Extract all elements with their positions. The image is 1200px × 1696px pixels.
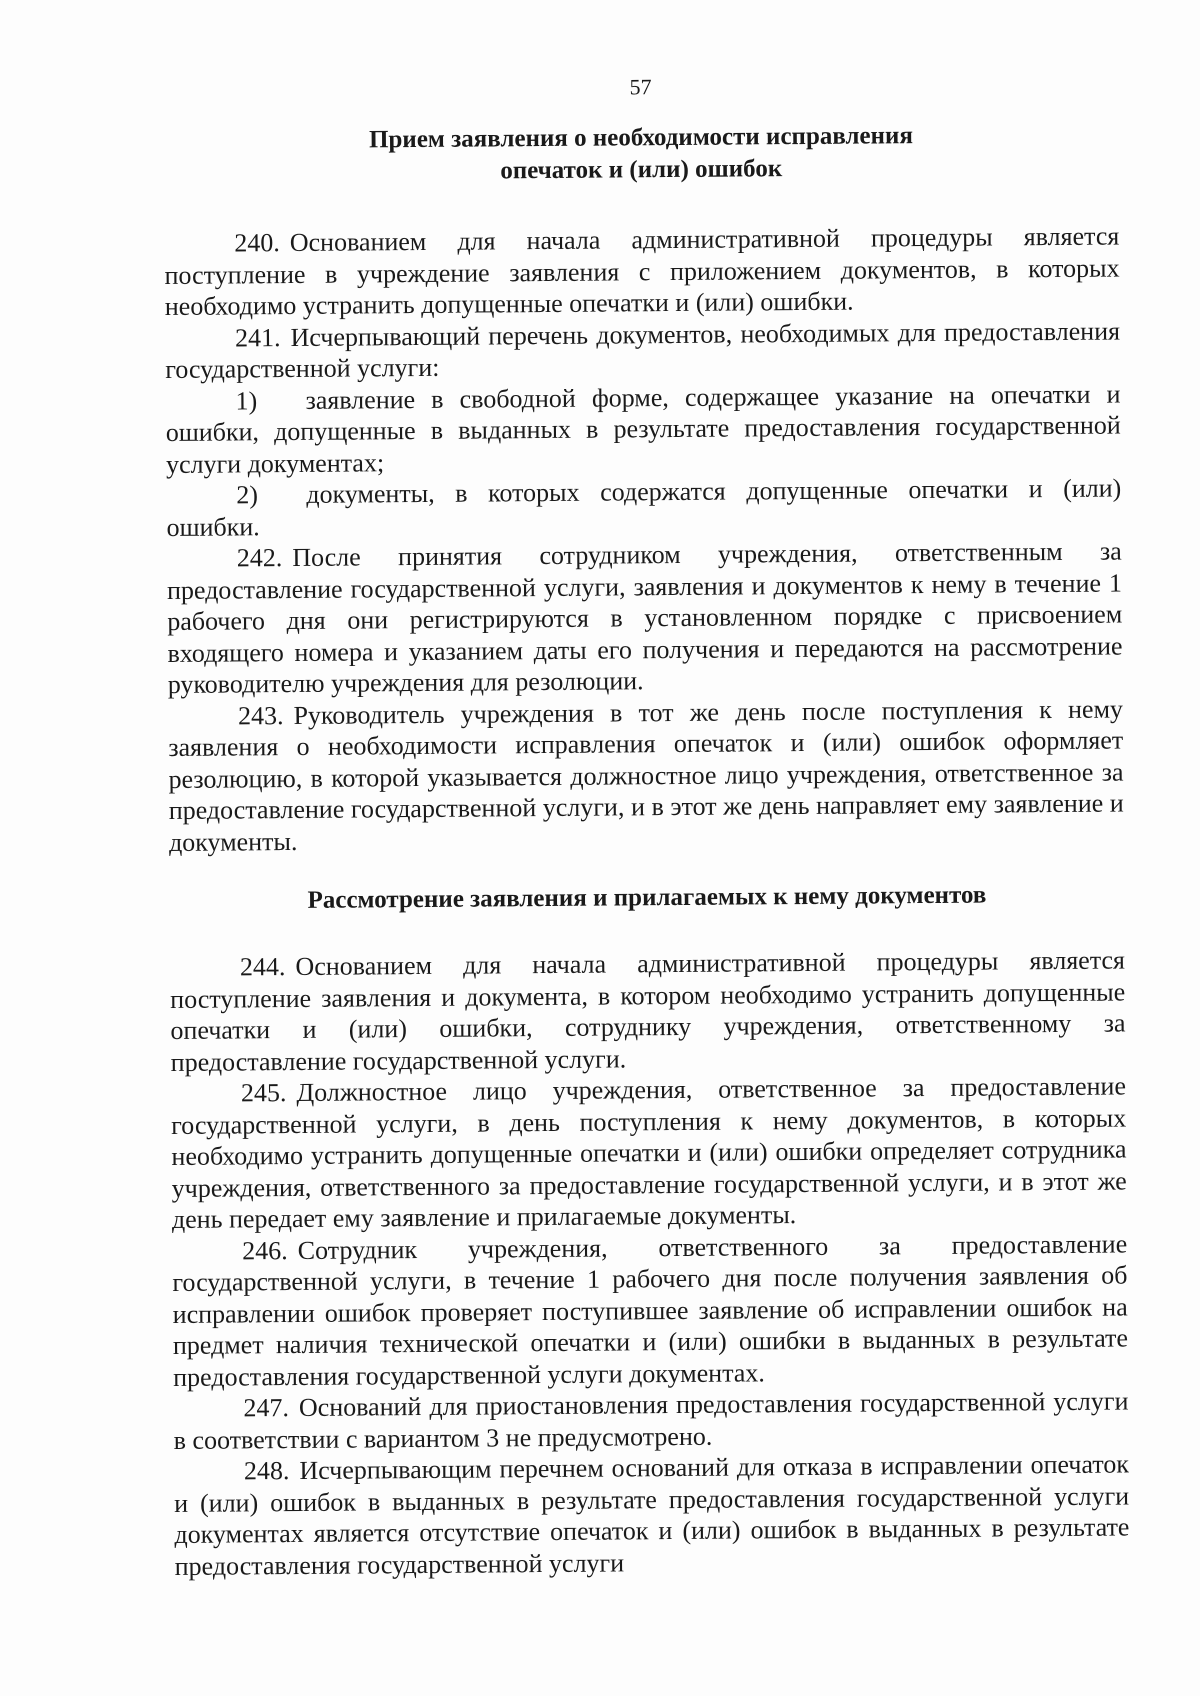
page-number: 57 bbox=[629, 74, 652, 100]
section-title-review: Рассмотрение заявления и прилагаемых к нему документов bbox=[307, 881, 987, 914]
paragraph-243 bbox=[168, 693, 1124, 858]
paragraph-number: 244. bbox=[239, 952, 286, 982]
list-item-number: 2) bbox=[236, 480, 259, 510]
paragraph-text: Основанием для начала административной процедуры является поступление в учреждение заявления с приложением документов, в которых необходимо устранить допущенные опечатки и (или) ошибки. bbox=[164, 221, 1120, 321]
paragraph-text: Руководитель учреждения в тот же день после поступления к нему заявления о необходимости исправления опечаток и (или) ошибок оформляет резолюцию, в которой указывается должностное лицо учреждения, ответственное за предоставление государственной услуги, и в этот же день направляет ему заявление и документы. bbox=[168, 693, 1124, 857]
paragraph-number: 240. bbox=[234, 228, 280, 258]
section-title-line: опечаток и (или) ошибок bbox=[500, 155, 783, 185]
list-item-241-1 bbox=[165, 378, 1121, 480]
section-title-correction-request bbox=[163, 118, 1118, 189]
paragraph-number: 245. bbox=[240, 1078, 287, 1108]
paragraph-247 bbox=[173, 1385, 1128, 1455]
paragraph-number: 246. bbox=[242, 1235, 288, 1265]
paragraph-text: Исчерпывающим перечнем оснований для отказа в исправлении опечаток и (или) ошибок в выданных в результате предоставления государственной услуги документах является отсутствие опечаток и (или) ошибок в выданных в результате предоставления государственной услуги bbox=[174, 1449, 1130, 1581]
list-item-text: заявление в свободной форме, содержащее указание на опечатки и ошибки, допущенные в выданных в результате предоставления государственной услуги документах; bbox=[165, 378, 1121, 479]
paragraph-244 bbox=[170, 944, 1126, 1077]
paragraph-246 bbox=[172, 1228, 1128, 1393]
paragraph-240 bbox=[164, 220, 1120, 322]
list-item-text: документы, в которых содержатся допущенные опечатки и (или) ошибки. bbox=[166, 473, 1122, 542]
paragraph-number: 241. bbox=[234, 322, 281, 352]
list-item-number: 1) bbox=[235, 385, 258, 415]
paragraph-number: 242. bbox=[236, 543, 283, 573]
paragraph-text: После принятия сотрудником учреждения, ответственным за предоставление государственной услуги, заявления и документов к нему в течение 1 рабочего дня они регистрируются в установленном порядке с присвоением входящего номера и указанием даты его получения и передаются на рассмотрение руководителю учреждения для резолюции. bbox=[166, 536, 1123, 699]
paragraph-text: Исчерпывающий перечень документов, необходимых для предоставления государственной услуги: bbox=[165, 315, 1121, 384]
paragraph-text: Основанием для начала административной процедуры является поступление заявления и документа, в котором необходимо устранить допущенные опечатки и (или) ошибки, сотруднику учреждения, ответственному за предоставление государственной услуги. bbox=[170, 945, 1126, 1077]
paragraph-text: Должностное лицо учреждения, ответственное за предоставление государственной услуги, в день поступления к нему документов, в которых необходимо устранить допущенные опечатки и (или) ошибки определяет сотрудника учреждения, ответственного за предоставление государственной услуги, и в этот же день передает ему заявление и прилагаемые документы. bbox=[171, 1071, 1127, 1234]
paragraph-number: 243. bbox=[237, 700, 284, 730]
list-item-241-2 bbox=[166, 472, 1121, 542]
paragraph-number: 248. bbox=[243, 1456, 290, 1486]
paragraph-248 bbox=[174, 1448, 1130, 1581]
paragraph-text: Оснований для приостановления предоставления государственной услуги в соответствии с вариантом 3 не предусмотрено. bbox=[173, 1386, 1129, 1455]
paragraph-text: Сотрудник учреждения, ответственного за предоставление государственной услуги, в течение 1 рабочего дня после получения заявления об исправлении ошибок проверяет поступившее заявление об исправлении ошибок на предмет наличия технической опечатки и (или) ошибки в выданных в результате предоставления государственной услуги документах. bbox=[172, 1228, 1129, 1392]
paragraph-number: 247. bbox=[243, 1393, 290, 1423]
section-title-line: Прием заявления о необходимости исправления bbox=[368, 122, 914, 154]
page-content bbox=[163, 70, 1130, 1581]
paragraph-241 bbox=[165, 315, 1120, 385]
paragraph-245 bbox=[171, 1070, 1127, 1235]
paragraph-242 bbox=[167, 535, 1123, 700]
